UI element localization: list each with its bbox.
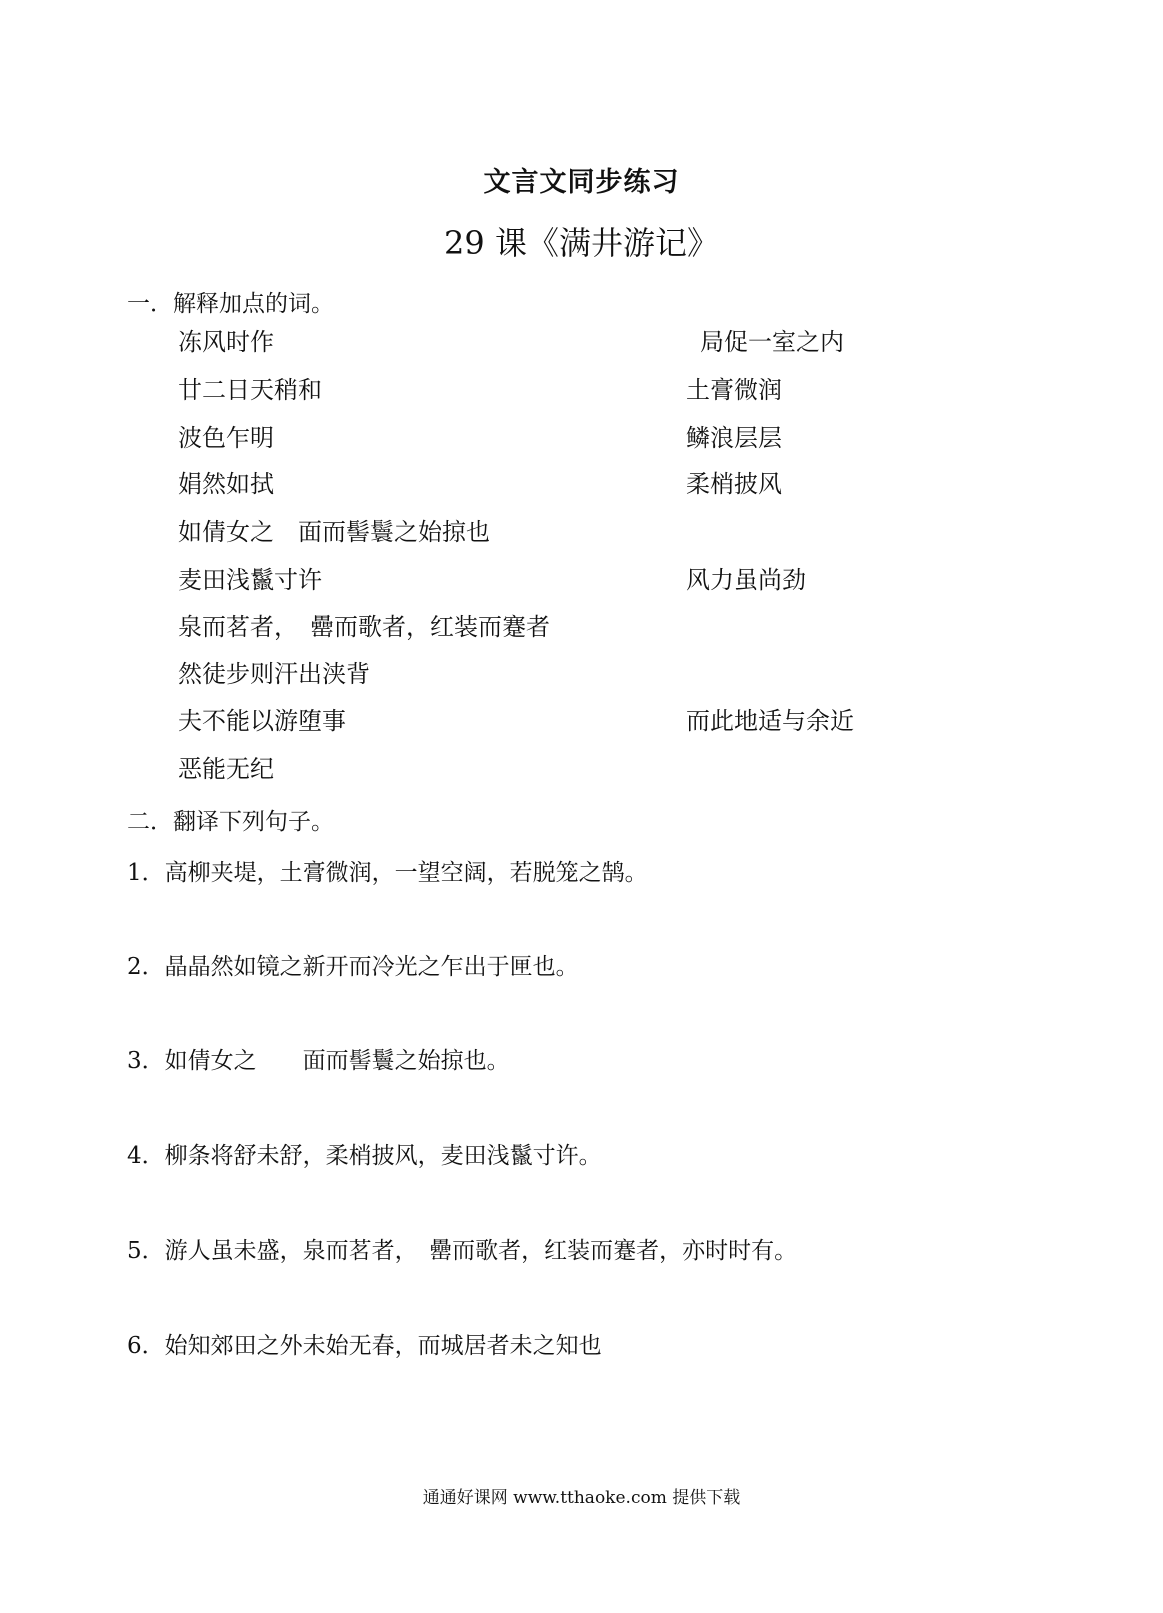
vocab-item-left: 波色乍明 (178, 424, 274, 452)
vocab-item-right: 土膏微润 (686, 376, 782, 404)
vocab-item-left: 然徒步则汗出浃背 (178, 660, 370, 688)
vocab-item-right: 风力虽尚劲 (686, 566, 806, 594)
lesson-subtitle: 29 课《满井游记》 (444, 224, 719, 262)
vocab-item-right: 鳞浪层层 (686, 424, 782, 452)
translation-question: 2．晶晶然如镜之新开而冷光之乍出于匣也。 (127, 954, 579, 980)
section-2-heading: 二．翻译下列句子。 (127, 809, 334, 835)
footer-source: 通通好课网 www.tthaoke.com 提供下载 (422, 1488, 741, 1508)
page-title: 文言文同步练习 (483, 167, 680, 198)
translation-question: 1．高柳夹堤，土膏微润，一望空阔，若脱笼之鹄。 (127, 860, 648, 886)
vocab-item-left: 恶能无纪 (178, 755, 274, 783)
translation-question: 3．如倩女之 面而髻鬟之始掠也。 (127, 1048, 510, 1074)
vocab-item-left: 廿二日天稍和 (178, 376, 322, 404)
vocab-item-left: 娟然如拭 (178, 470, 274, 498)
translation-question: 4．柳条将舒未舒，柔梢披风，麦田浅鬣寸许。 (127, 1143, 602, 1169)
vocab-item-left: 如倩女之 面而髻鬟之始掠也 (178, 518, 490, 546)
section-1-heading: 一．解释加点的词。 (127, 291, 334, 317)
translation-question: 5．游人虽未盛，泉而茗者， 罍而歌者，红装而蹇者，亦时时有。 (127, 1238, 798, 1264)
translation-question: 6．始知郊田之外未始无春，而城居者未之知也 (127, 1333, 602, 1359)
vocab-item-left: 泉而茗者， 罍而歌者，红装而蹇者 (178, 613, 550, 641)
vocab-item-left: 夫不能以游堕事 (178, 707, 346, 735)
vocab-item-right: 局促一室之内 (700, 328, 844, 356)
vocab-item-right: 柔梢披风 (686, 470, 782, 498)
vocab-item-right: 而此地适与余近 (686, 707, 854, 735)
vocab-item-left: 麦田浅鬣寸许 (178, 566, 322, 594)
vocab-item-left: 冻风时作 (178, 328, 274, 356)
